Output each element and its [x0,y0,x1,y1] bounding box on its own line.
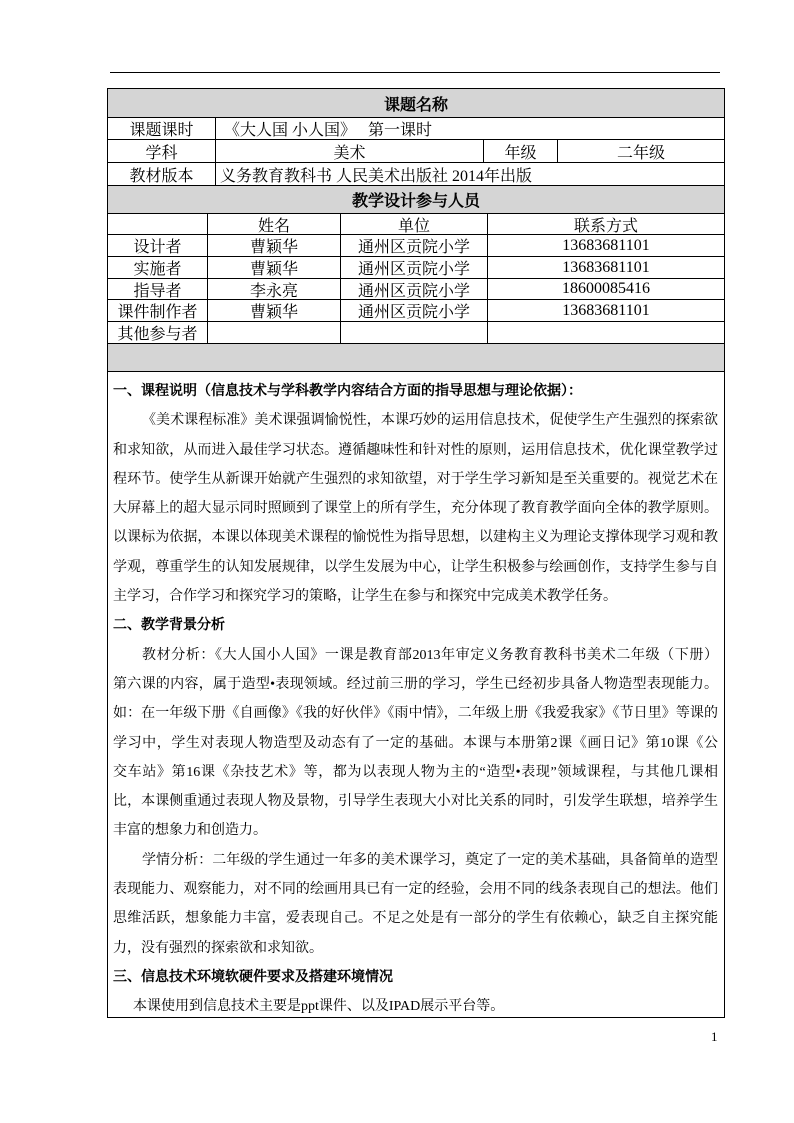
grade-value: 二年级 [557,140,724,162]
paragraph-line: 第六课的内容，属于造型•表现领域。经过前三册的学习，学生已经初步具备人物造型表现能力。 [113,676,718,692]
topic-title-header: 课题名称 [383,96,448,114]
subject-value: 美术 [215,140,483,162]
page-number: 1 [711,1029,718,1044]
participant-row-advisor [108,278,724,299]
gray-spacer-row [108,343,724,371]
paragraph-line: 学情分析：二年级的学生通过一年多的美术课学习，奠定了一定的美术基础，具备简单的造型 [142,852,718,868]
participant-contact: 18600085416 [487,279,724,299]
paragraph-line: 比，本课侧重通过表现人物及景物，引导学生表现大小对比关系的同时，引发学生联想，培养学生 [113,794,718,810]
paragraph-line: 思维活跃，想象能力丰富，爱表现自己。不足之处是有一部分的学生有依赖心，缺乏自主探究能 [113,911,718,927]
participant-name: 曹颖华 [207,257,340,278]
paragraph-line: 力，没有强烈的探索欲和求知欲。 [113,940,323,956]
participant-contact: 13683681101 [487,257,724,278]
participant-role: 课件制作者 [117,304,198,321]
paragraph-line: 《美术课程标准》美术课强调愉悦性，本课巧妙的运用信息技术，促使学生产生强烈的探索欲 [142,413,718,429]
paragraph-line: 和求知欲，从而进入最佳学习状态。遵循趣味性和针对性的原则，运用信息技术，优化课堂教学过 [113,442,718,458]
participant-role: 设计者 [133,239,182,256]
participants-title: 教学设计参与人员 [351,193,480,210]
course-row [108,117,724,139]
participant-unit: 通州区贡院小学 [340,279,487,299]
participant-unit: 通州区贡院小学 [340,235,487,256]
subject-label: 学科 [145,144,178,162]
participant-contact [487,322,724,343]
textbook-value: 义务教育教科书 人民美术出版社 2014年出版 [215,163,724,185]
grade-label: 年级 [483,140,557,162]
paragraph-line: 交车站》第16课《杂技艺术》等，都为以表现人物为主的“造型•表现”领域课程，与其他几课相 [113,764,718,780]
participants-title-row [108,185,724,213]
paragraph-line: 教材分析：《大人国小人国》一课是教育部2013年审定义务教育教科书美术二年级（下册） [142,647,718,663]
participant-row-designer [108,234,724,256]
topic-title-row [108,89,724,117]
course-value: 《大人国 小人国》 第一课时 [215,118,724,139]
participant-name: 曹颖华 [207,300,340,321]
paragraph-line: 如：在一年级下册《自画像》《我的好伙伴》《雨中情》，二年级上册《我爱我家》《节日里》等课的 [113,706,718,722]
paragraph-line: 学观，尊重学生的认知发展规律，以学生发展为中心，让学生积极参与绘画创作，支持学生参与自 [113,559,718,575]
participant-contact: 13683681101 [487,300,724,321]
textbook-label: 教材版本 [129,167,194,185]
course-label: 课题课时 [129,122,194,139]
participant-unit: 通州区贡院小学 [340,257,487,278]
participants-header-name: 姓名 [207,214,340,234]
section-heading: 一、课程说明（信息技术与学科教学内容结合方面的指导思想与理论依据）： [113,384,582,399]
paragraph-line: 表现能力、观察能力，对不同的绘画用具已有一定的经验，会用不同的线条表现自己的想法。他们 [113,882,718,898]
paragraph-line: 大屏幕上的超大显示同时照顾到了课堂上的所有学生，充分体现了教育教学面向全体的教学原则。 [113,501,718,517]
paragraph-line: 主学习，合作学习和探究学习的策略，让学生在参与和探究中完成美术教学任务。 [113,589,617,605]
paragraph-line: 丰富的想象力和创造力。 [113,823,267,839]
page-header-rule [110,72,720,73]
lesson-plan-table [107,88,725,1018]
participant-name: 曹颖华 [207,235,340,256]
subject-row [108,139,724,162]
paragraph-line: 程环节。使学生从新课开始就产生强烈的求知欲望，对于学生学习新知是至关重要的。视觉艺术在 [113,471,718,487]
participant-name [207,322,340,343]
participant-name: 李永亮 [207,279,340,299]
participants-header-role [108,214,207,234]
paragraph-line: 本课使用到信息技术主要是ppt课件、以及IPAD展示平台等。 [133,999,505,1015]
participants-header-unit: 单位 [340,214,487,234]
section-heading: 三、信息技术环境软硬件要求及搭建环境情况 [113,969,393,985]
participant-unit: 通州区贡院小学 [340,300,487,321]
content-cell [108,371,724,1017]
participants-header-row [108,213,724,234]
participant-role: 指导者 [133,282,182,299]
participant-row-implementer [108,256,724,278]
paragraph-line: 以课标为依据，本课以体现美术课程的愉悦性为指导思想，以建构主义为理论支撑体现学习观和教 [113,530,718,546]
participant-row-others [108,321,724,343]
participant-role: 实施者 [133,261,182,278]
participant-role: 其他参与者 [117,326,198,343]
participant-row-courseware-maker [108,299,724,321]
textbook-row [108,162,724,185]
participant-unit [340,322,487,343]
paragraph-line: 学习中，学生对表现人物造型及动态有了一定的基础。本课与本册第2课《画日记》第10课《公 [113,735,718,751]
participant-contact: 13683681101 [487,235,724,256]
section-heading: 二、教学背景分析 [113,618,225,634]
participants-header-contact: 联系方式 [487,214,724,234]
